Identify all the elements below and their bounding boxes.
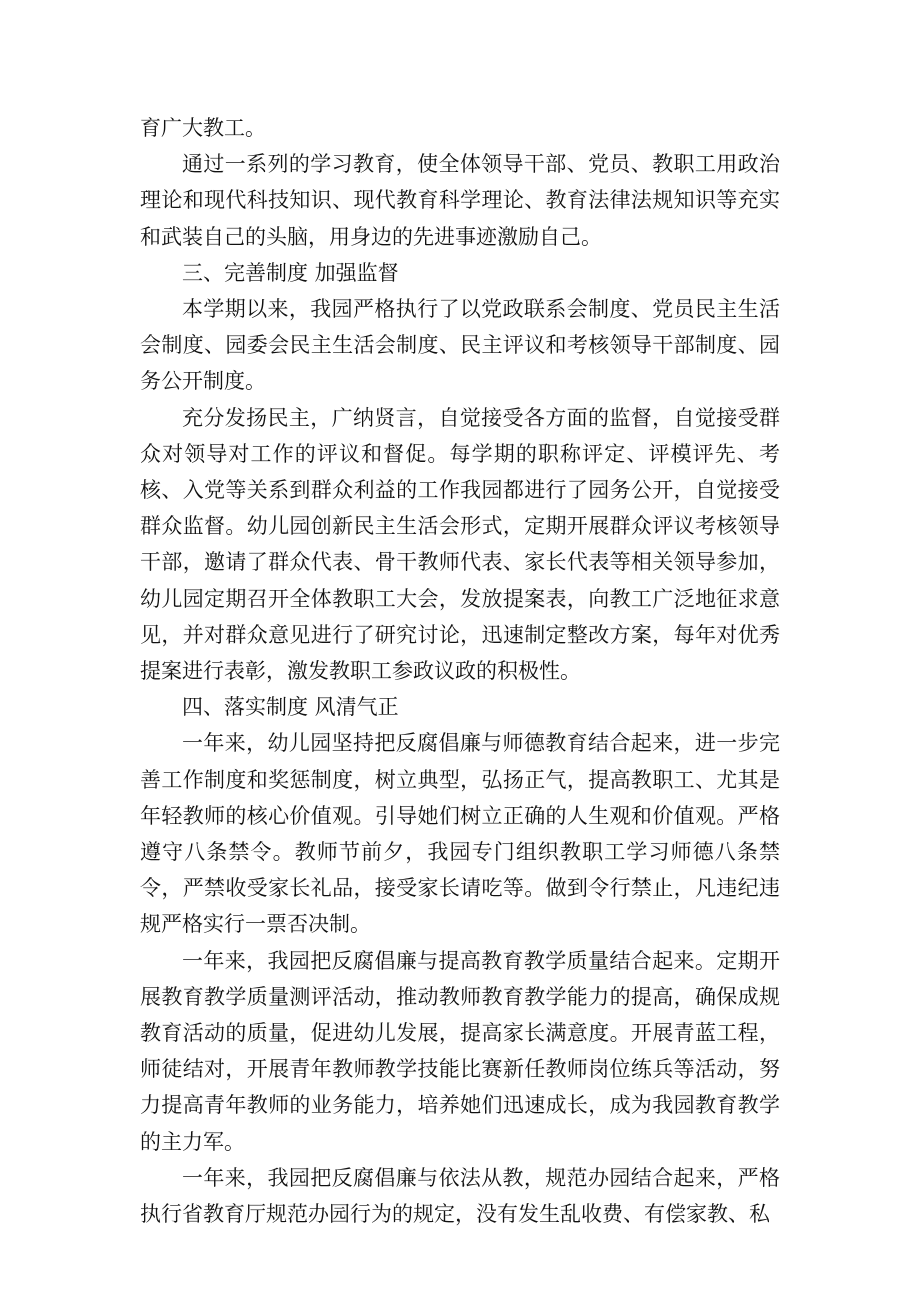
body-paragraph: 本学期以来，我园严格执行了以党政联系会制度、党员民主生活会制度、园委会民主生活会制度、民主评议和考核领导干部制度、园务公开制度。 — [140, 297, 780, 394]
body-paragraph: 一年来，我园把反腐倡廉与提高教育教学质量结合起来。定期开展教育教学质量测评活动，推动教师教育教学能力的提高，确保成规教育活动的质量，促进幼儿发展，提高家长满意度。开展青蓝工程，师徒结对，开展青年教师教学技能比赛新任教师岗位练兵等活动，努力提高青年教师的业务能力，培养她们迅速成长，成为我园教育教学的主力军。 — [140, 948, 780, 1154]
document-body — [140, 110, 780, 1232]
continuation-paragraph: 育广大教工。 — [140, 116, 266, 140]
body-paragraph: 一年来，我园把反腐倡廉与依法从教，规范办园结合起来，严格执行省教育厅规范办园行为的规定，没有发生乱收费、有偿家教、私 — [140, 1165, 780, 1227]
body-paragraph: 一年来，幼儿园坚持把反腐倡廉与师德教育结合起来，进一步完善工作制度和奖惩制度，树立典型，弘扬正气，提高教职工、尤其是年轻教师的核心价值观。引导她们树立正确的人生观和价值观。严格遵守八条禁令。教师节前夕，我园专门组织教职工学习师德八条禁令，严禁收受家长礼品，接受家长请吃等。做到令行禁止，凡违纪违规严格实行一票否决制。 — [140, 731, 780, 937]
body-paragraph: 通过一系列的学习教育，使全体领导干部、党员、教职工用政治理论和现代科技知识、现代教育科学理论、教育法律法规知识等充实和武装自己的头脑，用身边的先进事迹激励自己。 — [140, 152, 780, 249]
section-heading: 三、完善制度 加强监督 — [182, 260, 399, 285]
body-paragraph: 充分发扬民主，广纳贤言，自觉接受各方面的监督，自觉接受群众对领导对工作的评议和督促。每学期的职称评定、评模评先、考核、入党等关系到群众利益的工作我园都进行了园务公开，自觉接受群众监督。幼儿园创新民主生活会形式，定期开展群众评议考核领导干部，邀请了群众代表、骨干教师代表、家长代表等相关领导参加，幼儿园定期召开全体教职工大会，发放提案表，向教工广泛地征求意见，并对群众意见进行了研究讨论，迅速制定整改方案，每年对优秀提案进行表彰，激发教职工参政议政的积极性。 — [140, 405, 780, 684]
section-heading: 四、落实制度 风清气正 — [182, 695, 399, 720]
